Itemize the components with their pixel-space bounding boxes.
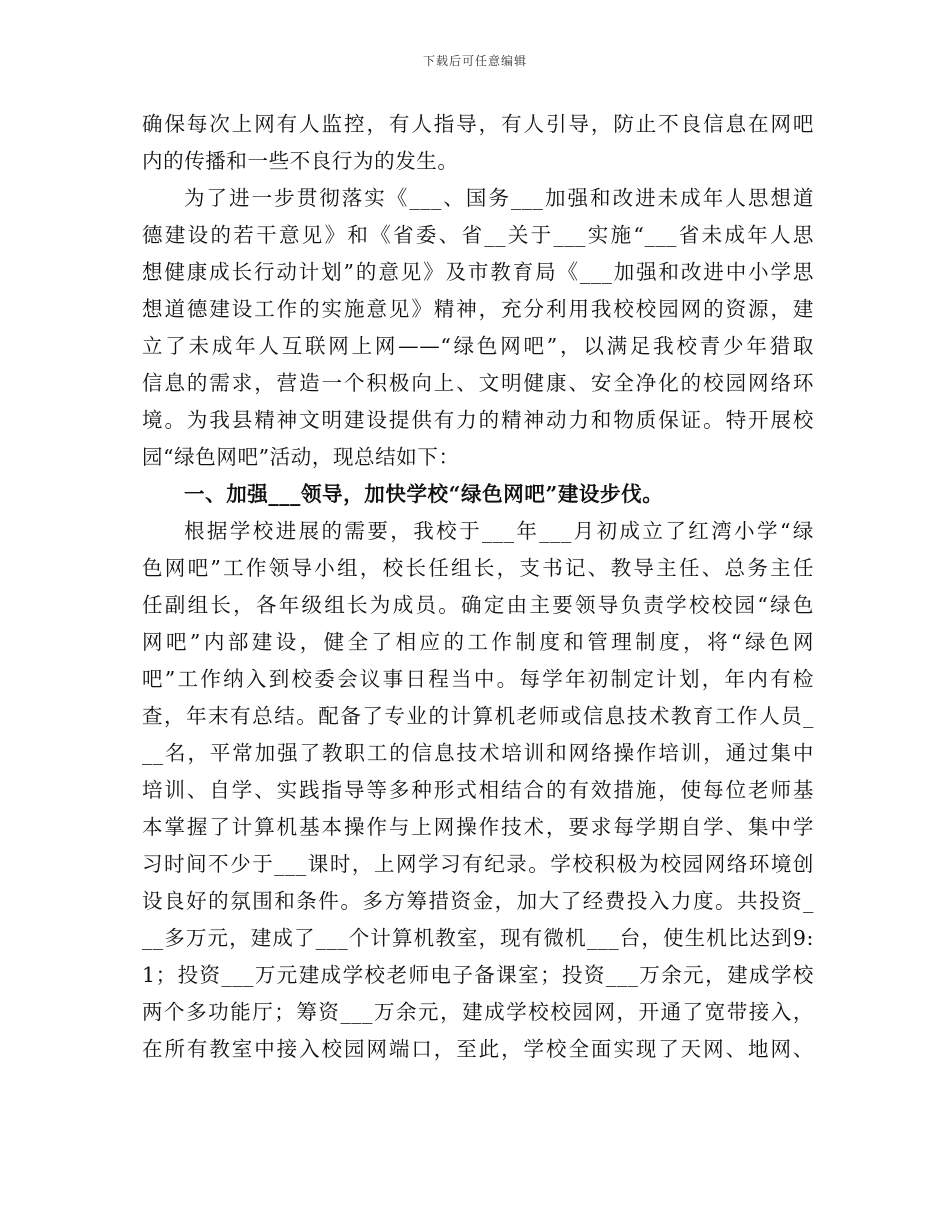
text-line: 两个多功能厅；筹资___万余元，建成学校校园网，开通了宽带接入， [142, 1000, 814, 1024]
page-header: 下载后可任意编辑 [422, 54, 527, 68]
text-line: 习时间不少于___课时，上网学习有纪录。学校积极为校园网络环境创 [142, 852, 814, 876]
text-line: 吧”工作纳入到校委会议事日程当中。每学年初制定计划，年内有检 [142, 667, 814, 691]
text-line: 设良好的氛围和条件。多方筹措资金，加大了经费投入力度。共投资_ [142, 889, 814, 913]
text-line: 根据学校进展的需要，我校于___年___月初成立了红湾小学“绿 [184, 519, 814, 543]
text-line: 想道德建设工作的实施意见》精神，充分利用我校校园网的资源，建 [142, 297, 814, 321]
text-line: 德建设的若干意见》和《省委、省__关于___实施“___省未成年人思 [142, 223, 814, 247]
text-line: 网吧”内部建设，健全了相应的工作制度和管理制度，将“绿色网 [142, 630, 814, 654]
text-line: __多万元，建成了___个计算机教室，现有微机___台，使生机比达到9: [142, 926, 814, 950]
text-line: 信息的需求，营造一个积极向上、文明健康、安全净化的校园网络环 [142, 371, 814, 395]
text-line: 培训、自学、实践指导等多种形式相结合的有效措施，使每位老师基 [142, 778, 814, 802]
text-line: 确保每次上网有人监控，有人指导，有人引导，防止不良信息在网吧 [142, 112, 814, 136]
text-line: 园“绿色网吧”活动，现总结如下： [142, 445, 460, 469]
text-line: 立了未成年人互联网上网——“绿色网吧”，以满足我校青少年猎取 [142, 334, 814, 358]
text-line: 在所有教室中接入校园网端口，至此，学校全面实现了天网、地网、 [142, 1037, 814, 1061]
section-heading: 一、加强___领导，加快学校“绿色网吧”建设步伐。 [184, 482, 664, 506]
text-line: 境。为我县精神文明建设提供有力的精神动力和物质保证。特开展校 [142, 408, 814, 432]
text-line: __名，平常加强了教职工的信息技术培训和网络操作培训，通过集中 [142, 741, 814, 765]
text-line: 内的传播和一些不良行为的发生。 [142, 149, 459, 173]
text-line: 本掌握了计算机基本操作与上网操作技术，要求每学期自学、集中学 [142, 815, 814, 839]
text-line: 查，年末有总结。配备了专业的计算机老师或信息技术教育工作人员_ [142, 704, 814, 728]
document-body [142, 106, 814, 1068]
text-line: 任副组长，各年级组长为成员。确定由主要领导负责学校校园“绿色 [142, 593, 814, 617]
text-line: 1；投资___万元建成学校老师电子备课室；投资___万余元，建成学校 [142, 963, 814, 987]
text-line: 为了进一步贯彻落实《___、国务___加强和改进未成年人思想道 [184, 186, 814, 210]
text-line: 色网吧”工作领导小组，校长任组长，支书记、教导主任、总务主任 [142, 556, 814, 580]
text-line: 想健康成长行动计划”的意见》及市教育局《___加强和改进中小学思 [142, 260, 814, 284]
